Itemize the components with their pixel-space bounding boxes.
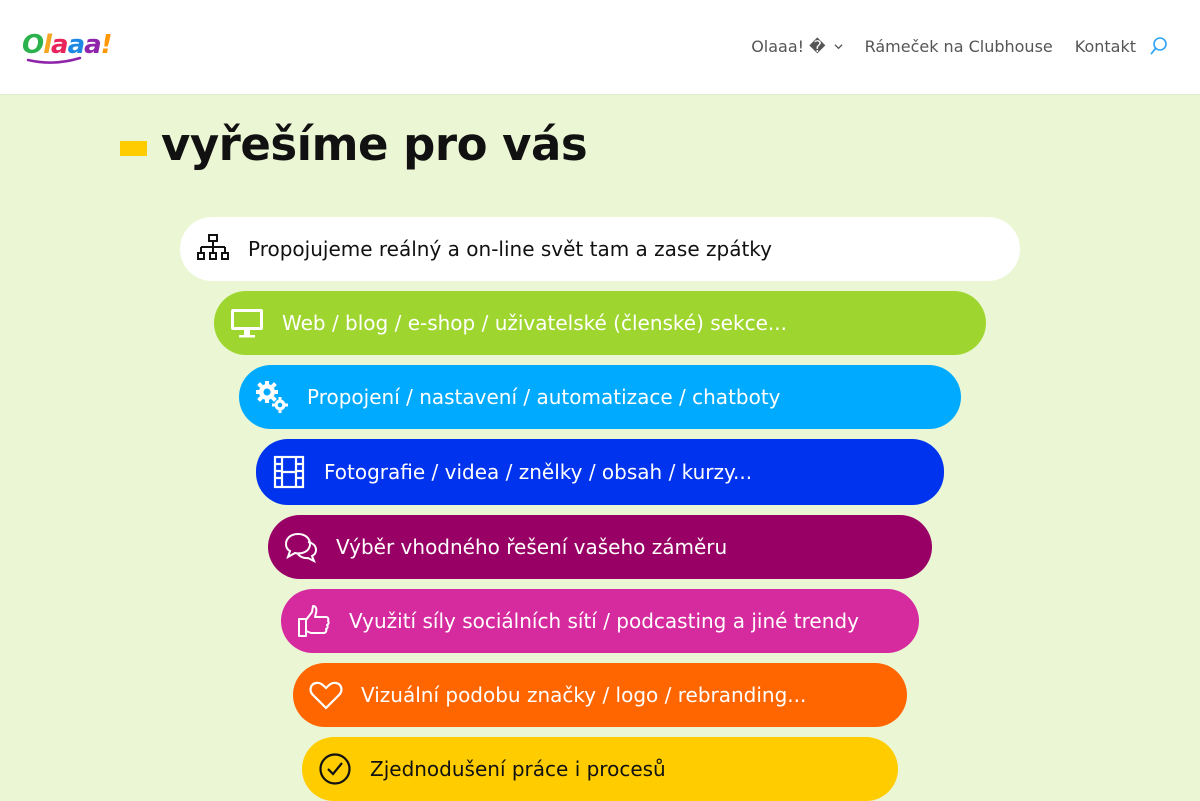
service-item-web[interactable] xyxy=(214,291,986,355)
service-item-connect[interactable] xyxy=(180,217,1020,281)
logo-letter: l xyxy=(43,30,52,60)
heart-icon xyxy=(309,678,343,712)
service-item-label: Propojení / nastavení / automatizace / chatboty xyxy=(307,385,781,409)
chat-bubbles-icon xyxy=(284,530,318,564)
nav-item-label: Rámeček na Clubhouse xyxy=(864,36,1053,56)
logo-swoosh xyxy=(26,56,82,64)
sitemap-icon xyxy=(196,232,230,266)
service-item-label: Fotografie / videa / znělky / obsah / kurzy... xyxy=(324,460,753,484)
service-item-social[interactable] xyxy=(281,589,919,653)
logo-letter: O xyxy=(22,30,44,60)
service-item-label: Web / blog / e-shop / uživatelské (členské) sekce... xyxy=(282,311,787,335)
nav-item-kontakt[interactable] xyxy=(1075,37,1136,56)
service-item-simplify[interactable] xyxy=(302,737,898,801)
service-item-label: Zjednodušení práce i procesů xyxy=(370,757,666,781)
search-icon[interactable] xyxy=(1150,36,1168,56)
logo-letter: a xyxy=(51,30,68,60)
service-item-label: Výběr vhodného řešení vašeho záměru xyxy=(336,535,728,559)
logo-letter: a xyxy=(84,30,101,60)
thumbs-up-icon xyxy=(297,604,331,638)
monitor-icon xyxy=(230,306,264,340)
service-item-label: Využití síly sociálních sítí / podcasting a jiné trendy xyxy=(349,609,859,633)
service-item-media[interactable] xyxy=(256,439,944,505)
main-nav xyxy=(751,36,1168,56)
service-item-consulting[interactable] xyxy=(268,515,932,579)
site-header xyxy=(0,0,1200,94)
page-title: vyřešíme pro vás xyxy=(161,118,588,171)
nav-item-ramecek[interactable] xyxy=(865,37,1053,56)
check-circle-icon xyxy=(318,752,352,786)
title-accent-bar xyxy=(120,141,147,156)
nav-item-label: Olaaa! � xyxy=(751,36,826,56)
service-item-automation[interactable] xyxy=(239,365,961,429)
nav-item-olaaa[interactable] xyxy=(751,37,842,56)
gears-icon xyxy=(255,380,289,414)
logo-letter: a xyxy=(67,30,85,60)
section-heading xyxy=(120,118,587,171)
service-item-label: Vizuální podobu značky / logo / rebranding... xyxy=(361,683,807,707)
service-item-label: Propojujeme reálný a on-line svět tam a zase zpátky xyxy=(248,237,773,261)
service-item-branding[interactable] xyxy=(293,663,907,727)
nav-item-label: Kontakt xyxy=(1074,36,1136,56)
film-icon xyxy=(272,455,306,489)
logo-letter: ! xyxy=(100,30,112,60)
chevron-down-icon xyxy=(834,42,843,51)
